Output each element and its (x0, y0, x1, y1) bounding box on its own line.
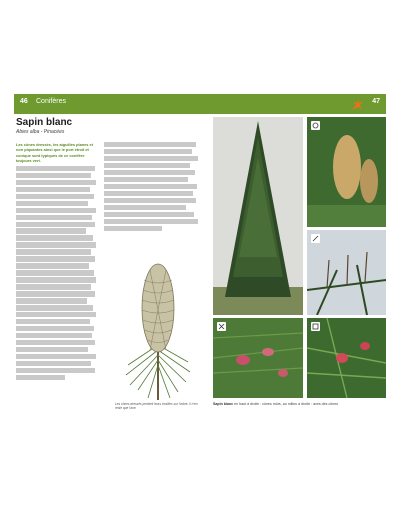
body-column-1 (16, 142, 98, 382)
photo-caption (213, 402, 389, 407)
chapter-title: Conifères (36, 98, 66, 105)
species-title: Sapin blanc (16, 117, 73, 128)
species-latin-name: Abies alba - Pinacées (16, 129, 65, 135)
photo-caption-title: Sapin blanc (213, 402, 234, 406)
photo-ripe-cones (307, 117, 386, 227)
page-number: 47 (372, 98, 380, 105)
illustration-caption: Les cônes dressés perdent leurs écailles sur l'arbre, il n'en reste que l'axe. (115, 402, 198, 411)
body-column-2 (104, 142, 200, 233)
photo-needles-buds (307, 318, 386, 398)
photo-branch-flowers (213, 318, 303, 398)
photo-number-badge (217, 322, 226, 331)
photo-number-badge (311, 121, 320, 130)
lead-paragraph: Les cônes dressés, les aiguilles planes et non piquantes ainsi que le port étroit et conique sont typiques de ce conifère toujours vert. (16, 142, 93, 164)
photo-number-badge (311, 234, 320, 243)
photo-fir-tree (213, 117, 303, 315)
pine-cone-illustration (118, 250, 196, 400)
photo-caption-text: en haut à droite : cônes mûrs, au milieu à droite : axes des cônes (234, 402, 339, 406)
leaf-icon (350, 97, 364, 111)
text-lines (16, 166, 98, 381)
chapter-header (14, 94, 386, 114)
photo-cone-axes (307, 230, 386, 315)
photo-number-badge (311, 322, 320, 331)
chapter-number: 46 (20, 98, 28, 105)
